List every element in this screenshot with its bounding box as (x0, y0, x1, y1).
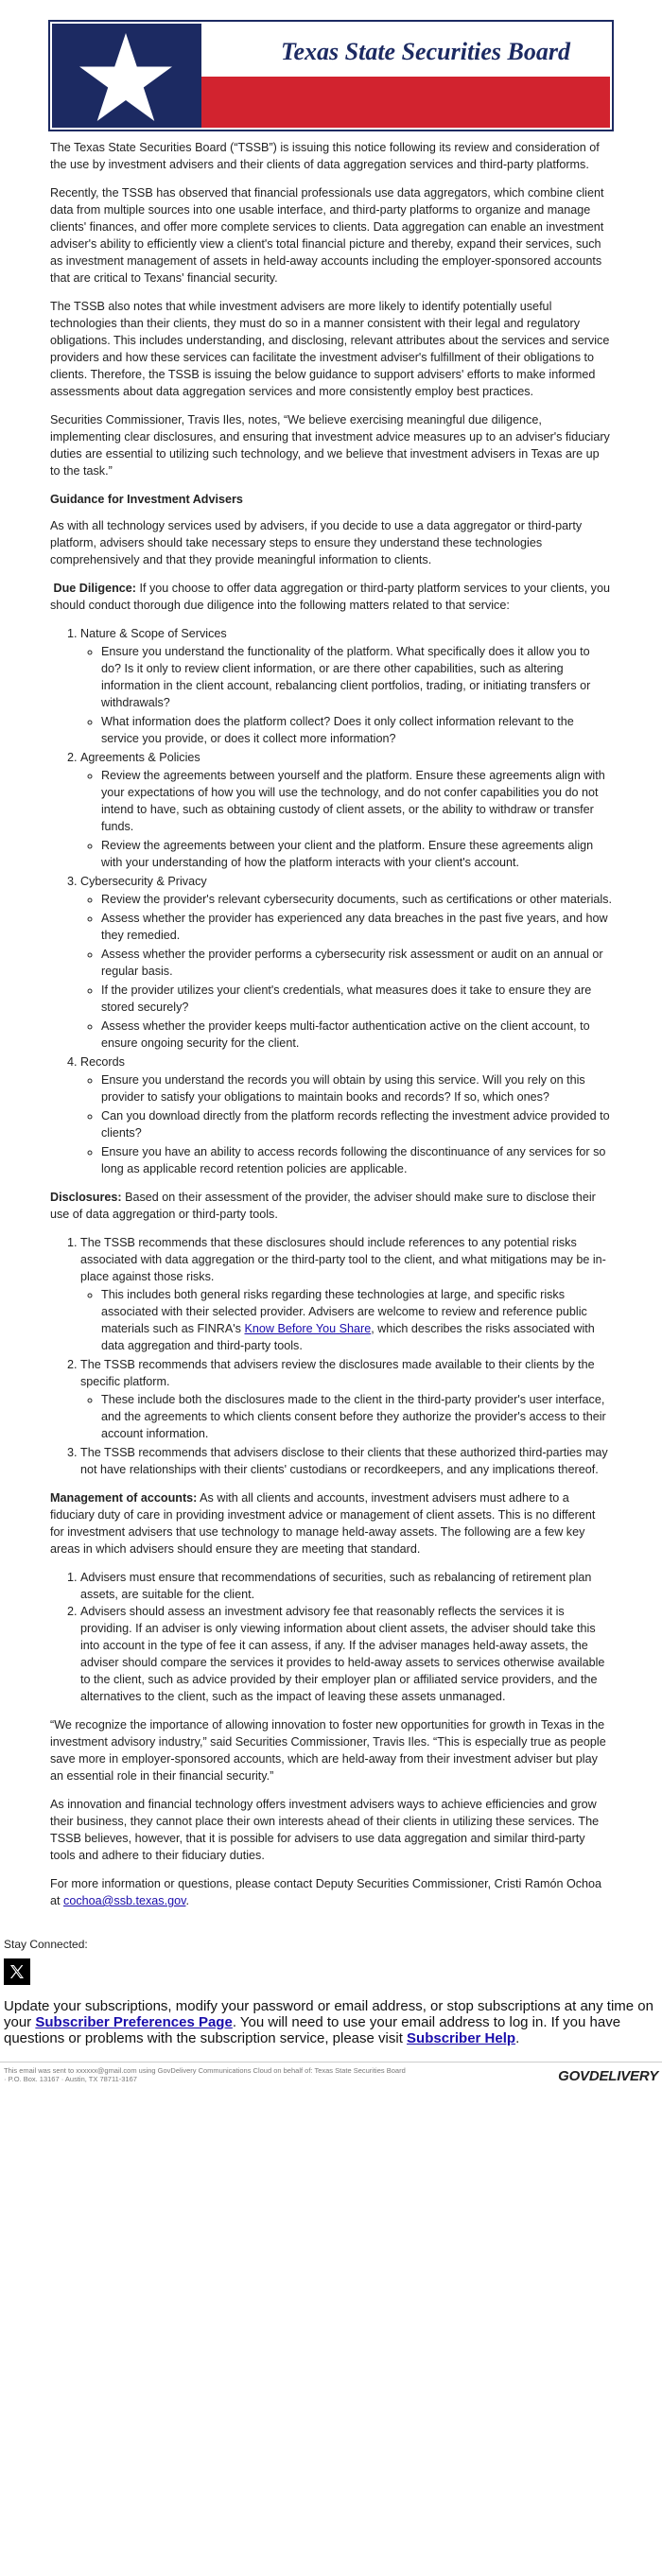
dd-item-title: Records (80, 1055, 125, 1069)
due-diligence-text: If you choose to offer data aggregation or third-party platform services to your clients, you should conduct thorough due diligence into the following matters related to that service: (50, 582, 610, 612)
contact-text: For more information or questions, please contact Deputy Securities Commissioner, Cristi Ramón Ochoa at (50, 1877, 602, 1907)
subscription-text-1: Update your subscriptions, modify your password or email address, or stop subscriptions at any time on your (4, 1998, 653, 2030)
govdelivery-logo[interactable]: GOVDELIVERY (558, 2068, 658, 2084)
dd-subitem: ◦ Ensure you understand the records you will obtain by using this service. Will you rely on this provider to satisfy your obligations to maintain books and records? If so, which ones? (101, 1071, 612, 1105)
disclosure-sublist (80, 1391, 612, 1442)
dd-item-agreements (80, 749, 612, 871)
intro-paragraph-1: The Texas State Securities Board (“TSSB”) is issuing this notice following its review and consideration of the use by investment advisers and their clients of data aggregation services and third-party platforms. (50, 141, 600, 171)
disclosures-text: Based on their assessment of the provider, the adviser should make sure to disclose their use of data aggregation or third-party tools. (50, 1191, 596, 1221)
dd-sublist (80, 891, 612, 1052)
tssb-banner (48, 20, 614, 131)
closing-quote: “We recognize the importance of allowing innovation to foster new opportunities for growth in Texas in the investment advisory industry,” said Securities Commissioner, Travis Iles. “This is especially true as people save more in employer-sponsored accounts, which are held-away from their investment adviser but play an essential role in their financial security.” (50, 1718, 606, 1783)
due-diligence-label: Due Diligence: (53, 582, 136, 595)
flag-red-stripe (201, 77, 610, 128)
dd-subitem: ◦ Assess whether the provider keeps multi-factor authentication active on the client account, to ensure ongoing security for the client. (101, 1018, 612, 1052)
management-list (50, 1569, 612, 1705)
stay-connected-label: Stay Connected: (4, 1938, 88, 1951)
intro-paragraph-2: Recently, the TSSB has observed that financial professionals use data aggregators, which combine client data from multiple sources into one usable interface, and third-party platforms to organize and manage clients' finances, and offer more complete services to clients. Data aggregation can enable an investment adviser's ability to efficiently view a client's total financial picture and thereby, expand their services, such as investment management of assets in held-away accounts including the employer-sponsored accounts that are critical to Texans' financial security. (50, 186, 604, 285)
footer-sent-line: This email was sent to xxxxxx@gmail.com using GovDelivery Communications Cloud on behalf of: Texas State Securities Board (4, 2066, 406, 2075)
disclosure-item-text: The TSSB recommends that advisers disclose to their clients that these authorized third-parties may not have relationships with their clients' custodians or recordkeepers, and any implications thereof. (80, 1446, 608, 1476)
banner-title: Texas State Securities Board (281, 38, 571, 65)
footer-po-line: · P.O. Box. 13167 · Austin, TX 78711-3167 (4, 2075, 137, 2083)
dd-subitem: ◦ Ensure you have an ability to access records following the discontinuance of any services for so long as applicable record retention policies are applicable. (101, 1143, 612, 1177)
disclosure-subitem (101, 1286, 612, 1354)
dd-sublist (80, 643, 612, 747)
disclosure-item (80, 1234, 612, 1354)
dd-item-title: Cybersecurity & Privacy (80, 875, 207, 888)
lone-star-icon (78, 31, 173, 124)
dd-item-title: Nature & Scope of Services (80, 627, 227, 640)
footer-address (4, 2066, 406, 2083)
disclosure-item (80, 1356, 612, 1442)
dd-item-title: Agreements & Policies (80, 751, 200, 764)
disclosure-sublist (80, 1286, 612, 1354)
dd-item-scope (80, 625, 612, 747)
dd-subitem: ◦ Review the agreements between yourself and the platform. Ensure these agreements align with your expectations of how you will use the technology, and do not confer capabilities you do not intend to have, such as obtaining custody of client assets, or the ability to withdraw or transfer funds. (101, 767, 612, 835)
dd-sublist (80, 1071, 612, 1177)
dd-item-cybersecurity (80, 873, 612, 1052)
dd-sublist (80, 767, 612, 871)
footer (0, 1921, 662, 2084)
subscription-text-3: . (515, 2030, 520, 2046)
dd-subitem: ◦ If the provider utilizes your client's credentials, what measures does it take to ensure they are stored securely? (101, 982, 612, 1016)
dd-subitem: ◦ Review the provider's relevant cybersecurity documents, such as certifications or other materials. (101, 891, 612, 908)
contact-end: . (185, 1894, 189, 1907)
intro-paragraph-3: The TSSB also notes that while investment advisers are more likely to identify potentially useful technologies than their clients, they must do so in a manner consistent with their legal and regulatory obligations. This includes understanding, and disclosing, relevant attributes about the services and service providers and how these services can facilitate the investment adviser's fulfillment of their obligations to clients. Therefore, the TSSB is issuing the below guidance to support advisers' efforts to make informed assessments about data aggregation services and more consistently employ best practices. (50, 300, 610, 398)
dd-subitem: ◦ Assess whether the provider performs a cybersecurity risk assessment or audit on an annual or regular basis. (101, 946, 612, 980)
management-paragraph (50, 1489, 612, 1558)
management-text: As with all clients and accounts, investment advisers must adhere to a fiduciary duty of care in providing investment advice or management of client assets. This is no different for investment advisers that use technology to manage held-away assets. The following are a few key areas in which advisers should ensure they are meeting that standard. (50, 1491, 596, 1556)
subscriber-preferences-link[interactable]: Subscriber Preferences Page (35, 2014, 233, 2030)
guidance-intro: As with all technology services used by advisers, if you decide to use a data aggregator or third-party platform, advisers should take necessary steps to ensure they understand these technologies comprehensively and that they provide meaningful information to clients. (50, 519, 583, 566)
disclosures-paragraph (50, 1189, 612, 1223)
dd-item-records (80, 1053, 612, 1177)
know-before-you-share-link[interactable]: Know Before You Share (244, 1322, 372, 1335)
disclosure-item-text: The TSSB recommends that advisers review the disclosures made available to their clients by the specific platform. (80, 1358, 595, 1388)
dd-subitem: ◦ Review the agreements between your client and the platform. Ensure these agreements align with your understanding of how the platform interacts with your client's account. (101, 837, 612, 871)
dd-subitem: ◦ Assess whether the provider has experienced any data breaches in the past five years, and how they remedied. (101, 910, 612, 944)
contact-email-link[interactable]: cochoa@ssb.texas.gov (63, 1894, 186, 1907)
closing-paragraph: As innovation and financial technology offers investment advisers ways to achieve efficiencies and grow their business, they cannot place their own interests ahead of their clients in utilizing these services. The TSSB believes, however, that it is possible for advisers to use data aggregation and similar third-party tools and adhere to their fiduciary duties. (50, 1798, 600, 1862)
management-item: 2. Advisers should assess an investment advisory fee that reasonably reflects the services it is providing. If an adviser is only viewing information about client assets, the adviser should take this into account in the type of fee it can assess, if any. If the adviser manages held-away assets, the adviser should compare the services it provides to held-away assets to services otherwise available to the client, such as advice provided by their employer plan or affiliated service providers, and the alternatives to the client, such as the impact of leaving these assets unmanaged. (80, 1603, 612, 1705)
management-label: Management of accounts: (50, 1491, 198, 1505)
disclosures-label: Disclosures: (50, 1191, 122, 1204)
due-diligence-list (50, 625, 612, 1177)
disclosure-subitem: ◦ These include both the disclosures made to the client in the third-party provider's user interface, and the agreements to which clients consent before they authorize the provider's access to their account information. (101, 1391, 612, 1442)
dd-subitem: ◦ What information does the platform collect? Does it only collect information relevant to the service you provide, or does it collect more information? (101, 713, 612, 747)
dd-subitem: ◦ Ensure you understand the functionality of the platform. What specifically does it allow you to do? Is it only to review client information, or are there other capabilities, such as altering information in the client account, rebalancing client portfolios, trading, or initiating transfers or withdrawals? (101, 643, 612, 711)
subscriber-help-link[interactable]: Subscriber Help (407, 2030, 516, 2046)
subscription-text (0, 1985, 662, 2046)
dd-subitem: ◦ Can you download directly from the platform records reflecting the investment advice provided to clients? (101, 1107, 612, 1141)
disclosures-list (50, 1234, 612, 1478)
commissioner-quote: Securities Commissioner, Travis Iles, notes, “We believe exercising meaningful due diligence, implementing clear disclosures, and ensuring that investment advice measures up to an adviser's fiduciary duties are essential to utilizing such technology, and we believe that investment advisers in Texas are up to the task.” (50, 413, 610, 478)
due-diligence-paragraph (50, 580, 612, 614)
guidance-heading: Guidance for Investment Advisers (50, 493, 243, 506)
notice-content (0, 139, 662, 1909)
subscription-text-2: . You will need to use your email address to log in. If you have questions or problems with the subscription service, please visit (4, 2014, 621, 2046)
management-item: 1. Advisers must ensure that recommendations of securities, such as rebalancing of retirement plan assets, are suitable for the client. (80, 1569, 612, 1603)
x-social-icon[interactable] (4, 1958, 30, 1985)
disclosure-item (80, 1444, 612, 1478)
disclosure-item-text: The TSSB recommends that these disclosures should include references to any potential risks associated with data aggregation or the third-party tool to the client, and what mitigations may be in-place against those risks. (80, 1236, 606, 1283)
banner-wrap (0, 0, 662, 131)
x-logo-icon (9, 1963, 26, 1980)
contact-paragraph (50, 1875, 612, 1909)
footer-bar (0, 2063, 662, 2084)
disclosure-subitem-text: This includes both general risks regarding these technologies at large, and specific risks associated with their selected provider. Advisers are welcome to review and reference public materials such as FINRA's (101, 1288, 587, 1335)
disclosure-subitem-text: , which describes the risks associated with data aggregation and third-party tools. (101, 1322, 595, 1352)
